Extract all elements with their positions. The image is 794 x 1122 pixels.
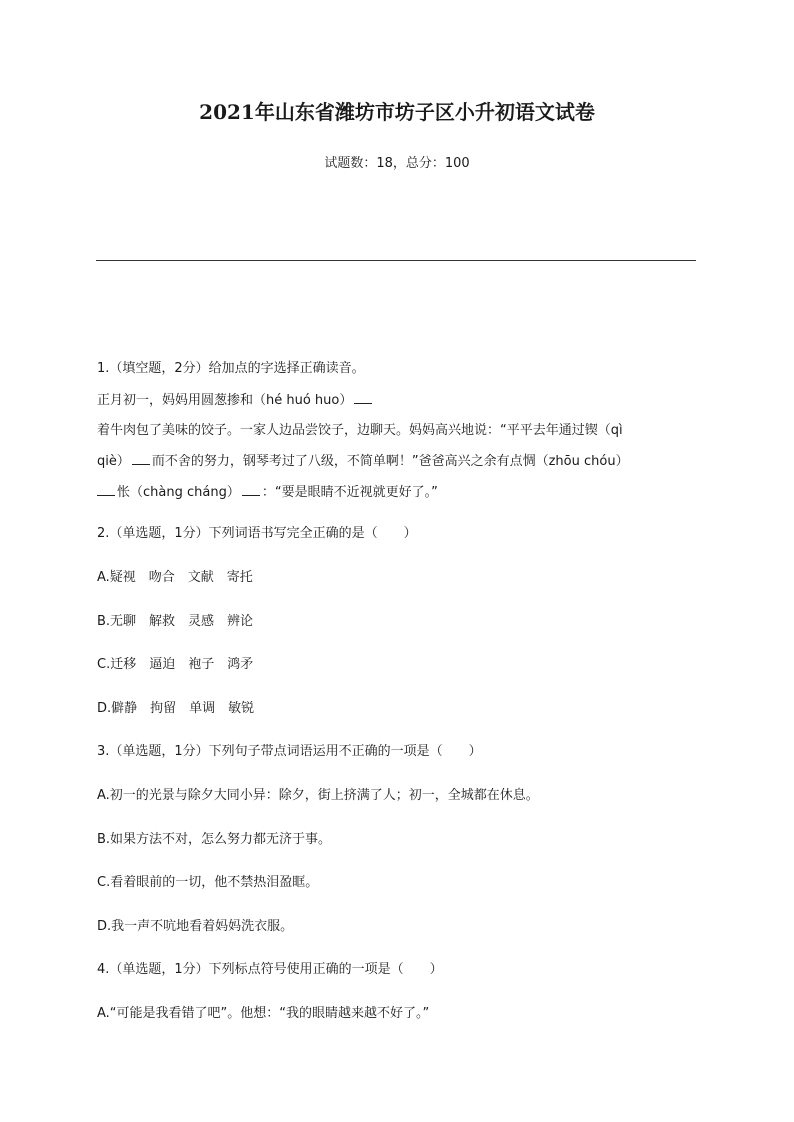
question-1-text: 正月初一，妈妈用圆葱掺和（hé huó huo） <box>97 393 353 408</box>
question-4-header: 4.（单选题，1分）下列标点符号使用正确的一项是（ ） <box>97 962 443 977</box>
option-d[interactable]: D.我一声不吭地看着妈妈洗衣服。 <box>97 919 294 934</box>
exam-title: 2021年山东省潍坊市坊子区小升初语文试卷 <box>199 100 595 124</box>
option-b[interactable]: B.无聊 解救 灵感 辨论 <box>97 614 254 629</box>
question-1-text: ：“要是眼睛不近视就更好了。” <box>261 485 438 500</box>
exam-summary: 试题数：18，总分：100 <box>324 156 470 171</box>
question-1-text: 而不舍的努力，钢琴考过了八级，不简单啊！”爸爸高兴之余有点惆（zhōu chóu） <box>151 454 629 469</box>
option-a[interactable]: A.疑视 吻合 文献 寄托 <box>97 570 253 585</box>
answer-blank[interactable] <box>242 483 260 496</box>
option-a[interactable]: A.初一的光景与除夕大同小异：除夕，街上挤满了人；初一，全城都在休息。 <box>97 788 539 803</box>
question-3-header: 3.（单选题，1分）下列句子带点词语运用不正确的一项是（ ） <box>97 744 482 759</box>
question-1-text: 怅（chàng cháng） <box>117 485 240 500</box>
option-d[interactable]: D.僻静 拘留 单调 敏锐 <box>97 701 255 716</box>
question-1-text: 着牛肉包了美味的饺子。一家人边品尝饺子，边聊天。妈妈高兴地说：“平平去年通过锲（qì <box>97 423 623 438</box>
answer-blank[interactable] <box>354 391 372 404</box>
question-1-text: qiè） <box>97 454 130 469</box>
question-1-header: 1.（填空题，2分）给加点的字选择正确读音。 <box>97 361 365 376</box>
option-b[interactable]: B.如果方法不对，怎么努力都无济于事。 <box>97 832 332 847</box>
question-1-line <box>97 391 374 410</box>
question-1-line <box>97 452 629 471</box>
answer-blank[interactable] <box>132 452 150 465</box>
option-a[interactable]: A.“可能是我看错了吧”。他想：“我的眼睛越来越不好了。” <box>97 1006 430 1021</box>
question-1-line <box>97 422 623 440</box>
option-c[interactable]: C.迁移 逼迫 袍子 鸿矛 <box>97 657 254 672</box>
question-1-line <box>97 483 438 502</box>
option-c[interactable]: C.看着眼前的一切，他不禁热泪盈眶。 <box>97 875 319 890</box>
question-2-header: 2.（单选题，1分）下列词语书写完全正确的是（ ） <box>97 526 417 541</box>
header-divider <box>96 260 696 261</box>
answer-blank[interactable] <box>97 483 115 496</box>
